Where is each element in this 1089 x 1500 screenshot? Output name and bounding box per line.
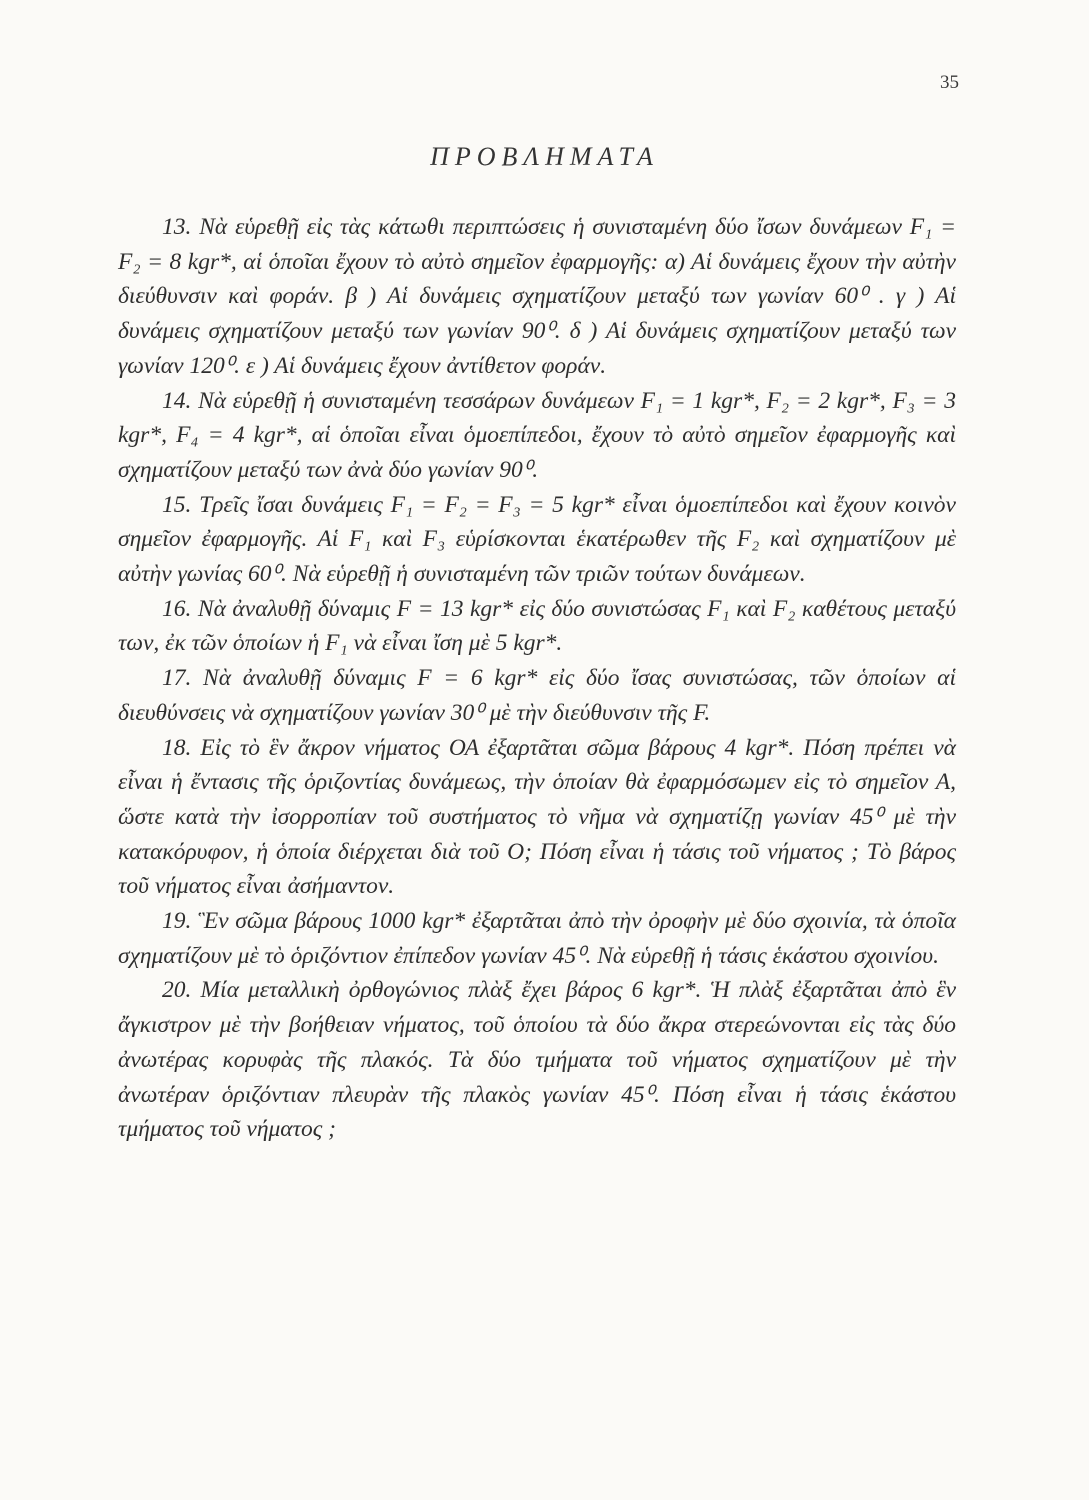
problem-18: 18. Εἰς τὸ ἓν ἄκρον νήματος ΟΑ ἐξαρτᾶται σῶμα βάρους 4 kgr*. Πόση πρέπει νὰ εἶναι ἡ ἔντασις τῆς ὁριζοντίας δυνάμεως, τὴν ὁποίαν θὰ ἐφαρμόσωμεν εἰς τὸ σημεῖον Α, ὥστε κατὰ τὴν ἰσορροπίαν τοῦ συστήματος τὸ νῆμα νὰ σχηματίζῃ γωνίαν 45⁰ μὲ τὴν κατακόρυφον, ἡ ὁποία διέρχεται διὰ τοῦ Ο; Πόση εἶναι ἡ τάσις τοῦ νήματος ; Τὸ βάρος τοῦ νήματος εἶναι ἀσήμαντον. [118, 734, 956, 900]
problem-20: 20. Μία μεταλλικὴ ὀρθογώνιος πλὰξ ἔχει βάρος 6 kgr*. Ἡ πλὰξ ἐξαρτᾶται ἀπὸ ἓν ἄγκιστρον μὲ τὴν βοήθειαν νήματος, τοῦ ὁποίου τὰ δύο ἄκρα στερεώνονται εἰς τὰς δύο ἀνωτέρας κορυφὰς τῆς πλακός. Τὰ δύο τμήματα τοῦ νήματος σχηματίζουν μὲ τὴν ἀνωτέραν ὁριζόντιαν πλευρὰν τῆς πλακὸς γωνίαν 45⁰. Πόση εἶναι ἡ τάσις ἑκάστου τμήματος τοῦ νήματος ; [118, 977, 956, 1143]
problem-19: 19. Ἓν σῶμα βάρους 1000 kgr* ἐξαρτᾶται ἀπὸ τὴν ὀροφὴν μὲ δύο σχοινία, τὰ ὁποῖα σχηματίζουν μὲ τὸ ὁριζόντιον ἐπίπεδον γωνίαν 45⁰. Νὰ εὑρεθῇ ἡ τάσις ἑκάστου σχοινίου. [118, 908, 956, 969]
problems-list [118, 210, 956, 1147]
section-title: ΠΡΟΒΛΗΜΑΤΑ [430, 142, 659, 171]
problem-14: 14. Νὰ εὑρεθῇ ἡ συνισταμένη τεσσάρων δυνάμεων F₁ = 1 kgr*, F₂ = 2 kgr*, F₃ = 3 kgr*, F₄ = 4 kgr*, αἱ ὁποῖαι εἶναι ὁμοεπίπεδοι, ἔχουν τὸ αὐτὸ σημεῖον ἐφαρμογῆς καὶ σχηματίζουν μεταξύ των ἀνὰ δύο γωνίαν 90⁰. [118, 387, 956, 483]
problem-16: 16. Νὰ ἀναλυθῇ δύναμις F = 13 kgr* εἰς δύο συνιστώσας F₁ καὶ F₂ καθέτους μεταξύ των, ἐκ τῶν ὁποίων ἡ F₁ νὰ εἶναι ἴση μὲ 5 kgr*. [118, 595, 956, 657]
page-number: 35 [940, 72, 959, 93]
problem-15: 15. Τρεῖς ἴσαι δυνάμεις F₁ = F₂ = F₃ = 5 kgr* εἶναι ὁμοεπίπεδοι καὶ ἔχουν κοινὸν σημεῖον ἐφαρμογῆς. Αἱ F₁ καὶ F₃ εὑρίσκονται ἑκατέρωθεν τῆς F₂ καὶ σχηματίζουν μὲ αὐτὴν γωνίας 60⁰. Νὰ εὑρεθῇ ἡ συνισταμένη τῶν τριῶν τούτων δυνάμεων. [118, 491, 956, 588]
problem-13: 13. Νὰ εὑρεθῇ εἰς τὰς κάτωθι περιπτώσεις ἡ συνισταμένη δύο ἴσων δυνάμεων F₁ = F₂ = 8 kgr*, αἱ ὁποῖαι ἔχουν τὸ αὐτὸ σημεῖον ἐφαρμογῆς: α) Αἱ δυνάμεις ἔχουν τὴν αὐτὴν διεύθυνσιν καὶ φοράν. β ) Αἱ δυνάμεις σχηματίζουν μεταξύ των γωνίαν 60⁰ . γ ) Αἱ δυνάμεις σχηματίζουν μεταξύ των γωνίαν 90⁰. δ ) Αἱ δυνάμεις σχηματίζουν μεταξύ των γωνίαν 120⁰. ε ) Αἱ δυνάμεις ἔχουν ἀντίθετον φοράν. [118, 214, 956, 379]
problem-17: 17. Νὰ ἀναλυθῇ δύναμις F = 6 kgr* εἰς δύο ἴσας συνιστώσας, τῶν ὁποίων αἱ διευθύνσεις νὰ σχηματίζουν γωνίαν 30⁰ μὲ τὴν διεύθυνσιν τῆς F. [118, 665, 956, 726]
